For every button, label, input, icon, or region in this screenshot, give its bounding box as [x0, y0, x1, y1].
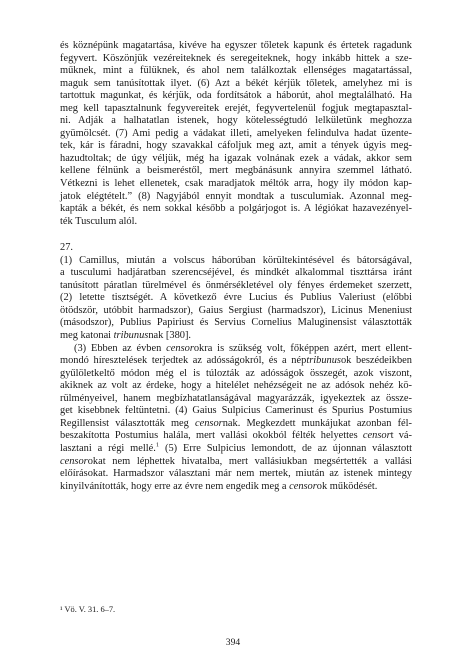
text-line: (1) Camillus, miután a volscus háborúban körültekintésével és bátorságával,	[60, 254, 412, 266]
text-line	[60, 355, 412, 368]
text-run: lasztani a régi mellé.	[60, 442, 156, 454]
text-line: műknek, mint a fülüknek, és ahol nem találkoztak ellenséges magatartással,	[60, 65, 412, 77]
text-line	[60, 418, 412, 431]
text-run: (3) Ebben az évben	[74, 342, 167, 354]
text-run: Regillensist választották meg	[60, 417, 195, 429]
text-line: jatok elégtételt.” (8) Nagyjából ennyit mondtak a tusculumiak. Azonnal meg-	[60, 190, 412, 202]
italic-term: censor	[166, 342, 194, 354]
text-run: ok működését.	[316, 480, 378, 492]
text-line	[60, 393, 412, 406]
text-line	[60, 443, 412, 456]
italic-term: censor	[195, 417, 223, 429]
text-line: ötödször, utóbbit harmadszor), Gaius Sergiust (harmadszor), Licinus Meneniust	[60, 304, 412, 316]
text-line	[60, 405, 412, 418]
text-line: hazudtoltak; de úgy véljük, még ha igazak volnának ezek a vádak, akkor sem	[60, 152, 412, 164]
text-run: gyűlöletkeltő módon még el is túlozták az adósságok összegét, azok viszont,	[60, 367, 412, 379]
text-line: maguk sem tanúsítottak ilyet. (6) Azt a békét kérjük tőletek, amelyhez mi is	[60, 77, 412, 89]
text-line	[60, 368, 412, 381]
text-run: okat nem léphettek hivatalba, mert vallásiukban megsértették a vallási	[87, 455, 412, 467]
text-line: a tusculumi hadjáratban szerencséjével, és mindkét alkalommal tiszttársa iránt	[60, 267, 412, 279]
text-line: kellene félnünk a beismeréstől, mert megbánásunk annyira szemmel látható.	[60, 165, 412, 177]
footnote-marker: 1	[155, 441, 160, 449]
text-line: gyümölcsét. (7) Ami pedig a vádakat illeti, amelyeken felindulva hadat üzente-	[60, 127, 412, 139]
text-line: (másodszor), Publius Papiriust és Servius Cornelius Maluginensist választották	[60, 317, 412, 329]
text-line: meg kell tapasztalnunk fegyvereitek erejét, fegyvertelenül fogjuk megtapasztal-	[60, 102, 412, 114]
text-run: t vá-	[390, 430, 412, 442]
text-line: ték Tusculum alól.	[60, 215, 138, 227]
text-line	[60, 430, 412, 443]
text-line: fegyvert. Köszönjük vezéreiteknek és seregeiteknek, hogy inkább hittek a sze-	[60, 52, 412, 64]
italic-term: tribunus	[306, 355, 341, 367]
text-line: ni. Adják a halhatatlan istenek, hogy kötelességtudó lelkületünk meghozza	[60, 115, 412, 127]
text-line: és köznépünk magatartása, kivéve ha egyszer tőletek kapunk és értetek ragadunk	[60, 40, 412, 51]
text-line	[60, 343, 412, 356]
text-line: meg katonai tribunusnak [380].	[60, 330, 192, 342]
page-body	[60, 40, 412, 493]
text-run: beszakította Postumius halála, mert vallási okokból félték helyettes	[60, 430, 363, 442]
text-line	[60, 481, 412, 494]
text-line	[60, 468, 412, 481]
paragraph-censors	[60, 343, 412, 494]
text-run: akiknek az volt az érdeke, hogy a hitelélet nehézségeit ne az adósok nehéz kö-	[60, 380, 412, 392]
text-run: kinyilvánították, hogy erre az évre nem engedik meg a	[60, 480, 290, 492]
text-line	[60, 456, 412, 469]
italic-term: censor	[362, 430, 391, 442]
page-number: 394	[225, 637, 241, 648]
text-line: Vétkezni is lehet ellenetek, csak maradjatok méltók arra, hogy ily módon kap-	[60, 178, 412, 190]
text-line: tek, kár is fáradni, hogy szavakkal cáfoljuk meg azt, amit a tények úgyis meg-	[60, 140, 412, 152]
italic-term: censor	[60, 455, 88, 467]
italic-term: censor	[289, 480, 317, 492]
text-line: tartottuk magunkat, és kérjük, oda fordítsátok a háborút, ahol megtalálható. Ha	[60, 90, 412, 102]
footnote: ¹ Vö. V. 31. 6–7.	[60, 605, 116, 614]
text-run: ok beszédeikben	[340, 355, 412, 367]
text-line: kapták a békét, és nem sokkal később a polgárjogot is. A légiókat hazavezényel-	[60, 203, 412, 215]
chapter-number: 27.	[60, 242, 73, 254]
text-run: (5) Erre Sulpicius lemondott, de az újonnan választott	[159, 442, 412, 454]
text-run: rülményeivel, hanem megbízhatatlanságával magyarázzák, igyekeztek az össze-	[60, 392, 412, 404]
text-run: előírásokat. Harmadszor választani már nem mertek, miután az istenek mintegy	[60, 468, 412, 480]
text-run: get kisebbnek feltüntetni. (4) Gaius Sulpicius Camerinust és Spurius Postumius	[60, 405, 412, 417]
text-run: okra is szükség volt, főképpen azért, mert ellent-	[193, 342, 412, 354]
paragraph-chapter-27-intro	[60, 255, 412, 343]
text-line	[60, 380, 412, 393]
text-run: mondó híresztelések terjedtek az adósságokról, és a nép	[60, 355, 307, 367]
text-run: nak. Megkezdett munkájukat azonban fél-	[222, 417, 412, 429]
text-line: tanúsított páratlan türelmével és önmérsékletével oly fényes érdemeket szerzett,	[60, 279, 412, 291]
paragraph-continuation	[60, 40, 412, 228]
text-line: (2) letette tisztségét. A következő évre Lucius és Publius Valeriust (előbbi	[60, 292, 412, 304]
